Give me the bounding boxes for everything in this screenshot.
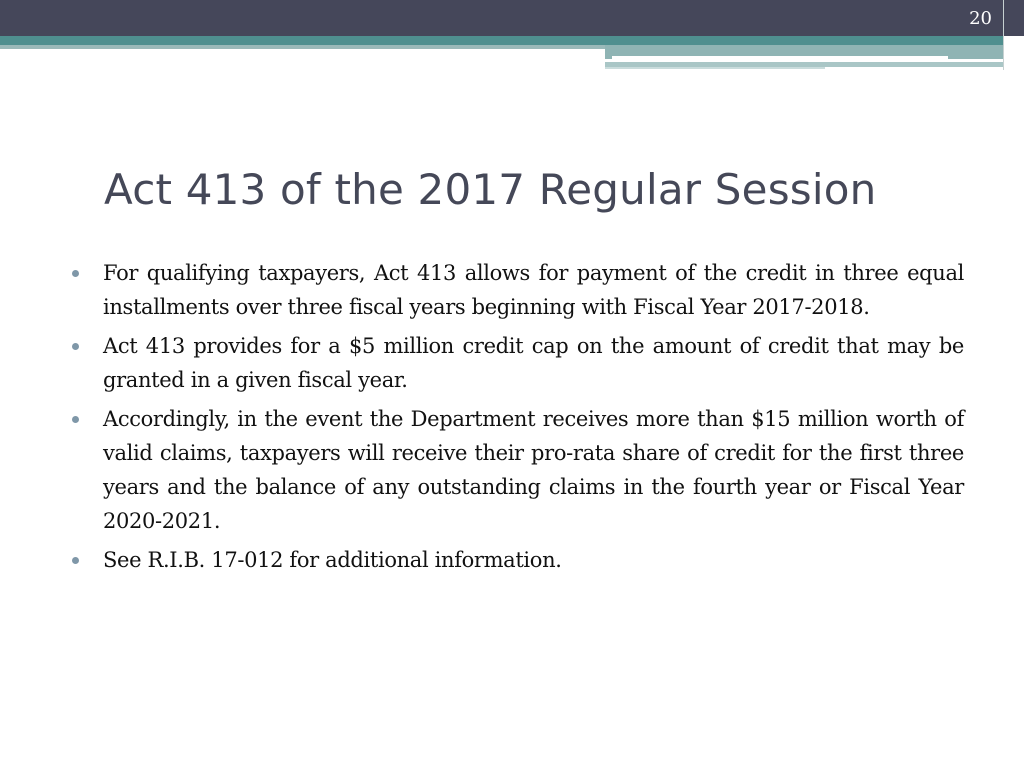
header-accent-line-right-thin: [605, 67, 825, 69]
header-accent-highlight: [612, 56, 948, 59]
header-accent-stripe: [0, 36, 1004, 45]
bullet-item: [72, 543, 964, 577]
bullet-dot-icon: [72, 557, 79, 564]
page-number: 20: [969, 8, 992, 29]
bullet-item: [72, 256, 964, 324]
bullet-dot-icon: [72, 416, 79, 423]
bullet-text: See R.I.B. 17-012 for additional information.: [103, 548, 562, 572]
bullet-text: Accordingly, in the event the Department receives more than $15 million worth of valid claims, taxpayers will receive their pro-rata share of credit for the first three years and the balance of any outstanding claims in the fourth year or Fiscal Year 2020-2021.: [103, 407, 964, 533]
header-bar: [0, 0, 1024, 36]
bullet-list: [72, 256, 964, 582]
bullet-item: [72, 402, 964, 538]
header-accent-line: [0, 45, 605, 49]
bullet-dot-icon: [72, 270, 79, 277]
bullet-item: [72, 329, 964, 397]
slide-title: Act 413 of the 2017 Regular Session: [104, 165, 877, 214]
bullet-text: For qualifying taxpayers, Act 413 allows for payment of the credit in three equal installments over three fiscal years beginning with Fiscal Year 2017-2018.: [103, 261, 964, 319]
header-vertical-divider: [1003, 0, 1004, 70]
bullet-text: Act 413 provides for a $5 million credit cap on the amount of credit that may be granted in a given fiscal year.: [103, 334, 964, 392]
bullet-dot-icon: [72, 343, 79, 350]
